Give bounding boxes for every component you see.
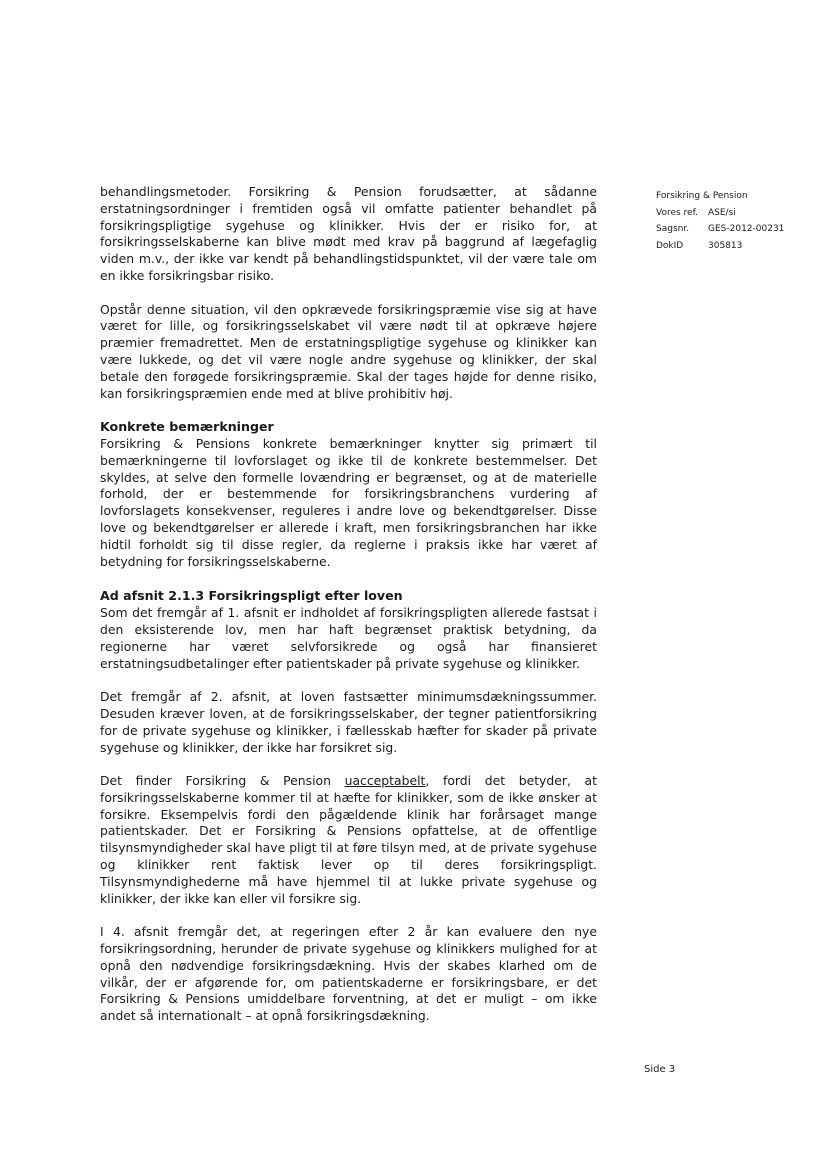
paragraph-3: Forsikring & Pensions konkrete bemærkninger knytter sig primært til bemærkningerne til lovforslaget og ikke til de konkrete bestemmelser. Det skyldes, at selve den formelle lovændring er begrænset, og at de materielle forhold, der er bestemmende for forsikringsbranchens vurdering af lovforslagets konsekvenser, reguleres i andre love og bekendtgørelser. Disse love og bekendtgørelser er allerede i kraft, men forsikringsbranchen har ikke hidtil forholdt sig til disse regler, da reglerne i praksis ikke har været af betydning for forsikringsselskaberne. <box>100 435 597 569</box>
ref-label: Vores ref. <box>656 207 698 218</box>
docid-value: 305813 <box>708 240 743 251</box>
paragraph-2: Opstår denne situation, vil den opkrævede forsikringspræmie vise sig at have været for lille, og forsikringsselskabet vil være nødt til at opkræve højere præmier fremadrettet. Men de erstatningspligtige sygehuse og klinikker kan være lukkede, og det vil være nogle andre sygehuse og klinikker, der skal betale den forøgede forsikringspræmie. Skal der tages højde for denne risiko, kan forsikringspræmien ende med at blive prohibitiv høj. <box>100 301 597 401</box>
letter-body <box>100 184 597 1042</box>
page-number: Side 3 <box>644 1064 676 1075</box>
paragraph-6-end: , fordi det betyder, at forsikringsselskaberne kommer til at hæfte for klinikker, som de ikke ønsker at forsikre. Eksempelvis fordi den pågældende klinik har forårsaget mange patientskader. Det er Forsikring & Pensions opfattelse, at de offentlige tilsynsmyndigheder skal have pligt til at føre tilsyn med, at de private sygehuse og klinikker rent faktisk lever op til deres forsikringspligt. Tilsynsmyndighederne må have hjemmel til at lukke private sygehuse og klinikker, der ikke kan eller vil forsikre sig. <box>100 773 597 906</box>
ref-row <box>656 205 784 222</box>
case-row <box>656 221 784 238</box>
paragraph-7: I 4. afsnit fremgår det, at regeringen efter 2 år kan evaluere den nye forsikringsordning, herunder de private sygehuse og klinikkers mulighed for at opnå den nødvendige forsikringsdækning. Hvis der skabes klarhed om de vilkår, der er afgørende for, om patientskaderne er forsikringsbare, er det Forsikring & Pensions umiddelbare forventning, at det er muligt – om ikke andet så internationalt – at opnå forsikringsdækning. <box>100 924 597 1024</box>
underlined-term: uacceptabelt <box>344 773 426 789</box>
paragraph-6 <box>100 773 597 907</box>
case-value: GES-2012-00231 <box>708 224 785 234</box>
docid-label: DokID <box>656 240 684 251</box>
paragraph-6-start: Det finder Forsikring & Pension <box>100 773 345 789</box>
reference-sidebar <box>656 188 784 254</box>
paragraph-4: Som det fremgår af 1. afsnit er indholdet af forsikringspligten allerede fastsat i den eksisterende lov, men har haft begrænset praktisk betydning, da regionerne har været selvforsikrede og også har finansieret erstatningsudbetalinger efter patientskader på private sygehuse og klinikker. <box>100 605 597 671</box>
case-label: Sagsnr. <box>656 224 690 234</box>
docid-row <box>656 238 784 255</box>
paragraph-1: behandlingsmetoder. Forsikring & Pension forudsætter, at sådanne erstatningsordninger i fremtiden også vil omfatte patienter behandlet på forsikringspligtige sygehuse og klinikker. Hvis der er risiko for, at forsikringsselskaberne kan blive mødt med krav på baggrund af lægefaglig viden m.v., der ikke var kendt på behandlingstidspunktet, vil der være tale om en ikke forsikringsbar risiko. <box>100 184 597 283</box>
heading-afsnit-2-1-3: Ad afsnit 2.1.3 Forsikringspligt efter loven <box>100 588 403 604</box>
ref-value: ASE/si <box>708 207 736 218</box>
paragraph-5: Det fremgår af 2. afsnit, at loven fastsætter minimumsdækningssummer. Desuden kræver loven, at de forsikringsselskaber, der tegner patientforsikring for de private sygehuse og klinikker, i fællesskab hæfter for skader på private sygehuse og klinikker, der ikke har forsikret sig. <box>100 689 597 755</box>
heading-konkrete-bemaerkninger: Konkrete bemærkninger <box>100 419 274 435</box>
sender-org: Forsikring & Pension <box>656 191 748 201</box>
